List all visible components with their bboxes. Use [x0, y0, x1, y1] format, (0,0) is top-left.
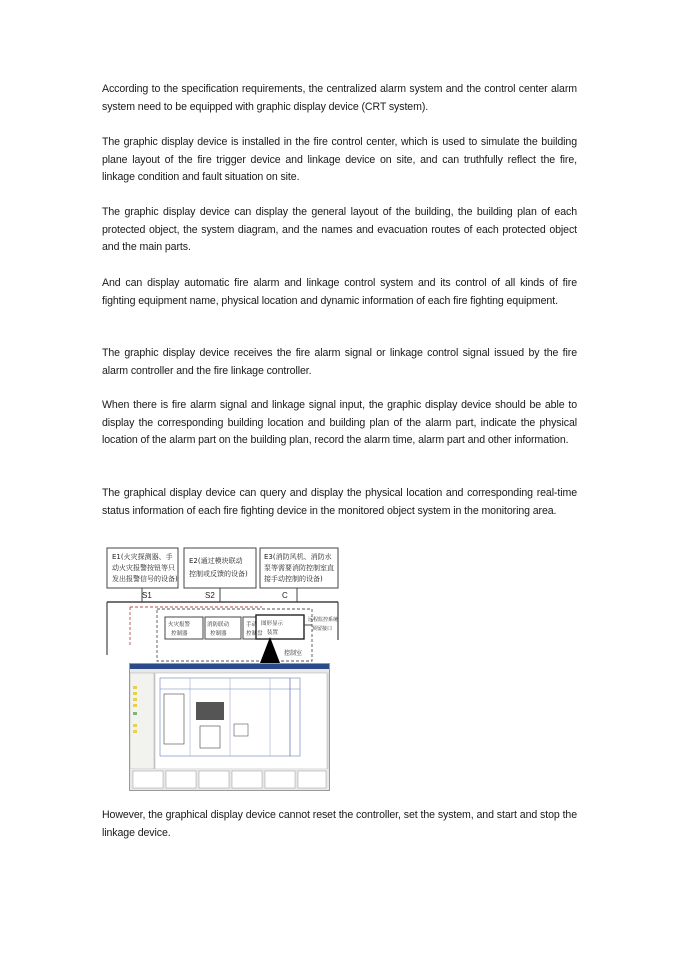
- e1-line-1: E1(火灾探测器、手: [112, 553, 173, 561]
- svg-text:手动: [246, 620, 258, 628]
- display-device-line-1: 图形显示: [261, 621, 284, 627]
- label-s2: S2: [205, 591, 215, 600]
- paragraph-installation: The graphic display device is installed in the fire control center, which is used to simulate the building plane layout of the fire trigger device and linkage device on site, and can truthfully reflect the fire, linkage condition and fault situation on site.: [102, 136, 577, 184]
- e3-line-2: 泵等需要消防控制室直: [264, 564, 334, 572]
- e2-line-1: E2(通过模块联动: [189, 557, 243, 565]
- paragraph-spec-requirements: According to the specification requirements, the centralized alarm system and the control center alarm system need to be equipped with graphic display device (CRT system).: [102, 83, 577, 113]
- system-diagram: [102, 545, 342, 663]
- remote-line-1: 远程监控系统: [308, 617, 339, 623]
- manual-panel-line-2: 控制盘: [246, 631, 263, 637]
- label-s1: S1: [142, 591, 152, 600]
- paragraph-cannot-reset: However, the graphical display device cannot reset the controller, set the system, and start and stop the linkage device.: [102, 809, 577, 839]
- control-room-label: 控制室: [284, 650, 303, 657]
- arrow-up-icon: [260, 637, 280, 663]
- svg-text:远程监控系统 预留接口: [308, 616, 340, 632]
- system-figure: [102, 545, 342, 791]
- linkage-controller-line-1: 消防联动: [207, 622, 230, 628]
- e2-line-2: 控制或反馈的设备): [189, 570, 248, 578]
- paragraph-query-status: The graphical display device can query and display the physical location and corresponding real-time status information of each fire fighting device in the monitored object system in the monitoring area.: [102, 487, 577, 517]
- e1-line-2: 动火灾报警按钮等只: [112, 564, 175, 572]
- remote-line-2: 预留接口: [312, 626, 333, 632]
- manual-panel-line-1: 手动: [246, 622, 258, 628]
- label-c: C: [282, 591, 288, 600]
- linkage-controller-line-2: 控制器: [210, 631, 227, 637]
- paragraph-display-layout: The graphic display device can display the general layout of the building, the building plan of each protected object, the system diagram, and the names and evacuation routes of each protected object and the main parts.: [102, 206, 577, 254]
- display-device-line-2: 装置: [267, 630, 279, 636]
- alarm-controller-line-1: 火灾报警: [168, 622, 191, 628]
- alarm-controller-line-2: 控制器: [171, 631, 188, 637]
- e3-line-3: 接手动控制的设备): [264, 575, 323, 583]
- paragraph-display-equipment: And can display automatic fire alarm and linkage control system and its control of all kinds of fire fighting equipment name, physical location and dynamic information of each fire fighting equipment.: [102, 277, 577, 307]
- paragraph-alarm-input: When there is fire alarm signal and linkage signal input, the graphic display device should be able to display the corresponding building location and building plan of the alarm part, indicate the physical location of the alarm part on the building plan, record the alarm time, alarm part and other information.: [102, 399, 577, 447]
- e2-box: [184, 548, 256, 588]
- e1-line-3: 发出报警信号的设备): [112, 575, 178, 583]
- e3-line-1: E3(消防风机、消防水: [264, 553, 332, 561]
- paragraph-receives-signals: The graphic display device receives the fire alarm signal or linkage control signal issued by the fire alarm controller and the fire linkage controller.: [102, 347, 577, 377]
- crt-screen-screenshot: [129, 663, 330, 791]
- display-device-box: [256, 615, 304, 639]
- svg-text:E1(火灾探测器、手 动火灾报警按钮等只: [112, 552, 178, 583]
